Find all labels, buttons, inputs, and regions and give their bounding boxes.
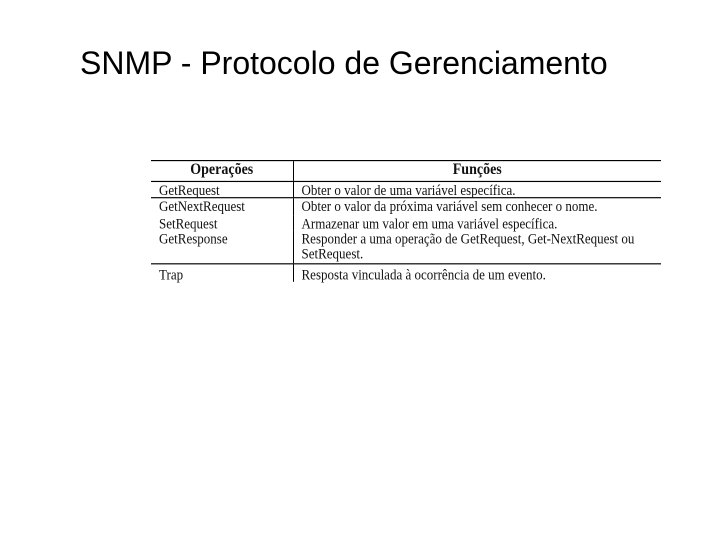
table-row — [151, 216, 661, 231]
table-row — [151, 181, 661, 197]
operation-cell: SetRequest — [159, 214, 218, 232]
header-operations: Operações — [151, 161, 293, 182]
function-cell: Obter o valor da próxima variável sem conhecer o nome. — [293, 198, 661, 216]
table-header-row — [151, 161, 661, 182]
header-functions: Funções — [293, 161, 661, 182]
function-cell: Responder a uma operação de GetRequest, Get-NextRequest ou SetRequest. — [293, 231, 661, 264]
table-row — [151, 264, 661, 282]
function-cell: Resposta vinculada à ocorrência de um evento. — [293, 264, 661, 282]
operations-table-image — [151, 160, 661, 317]
function-cell: Armazenar um valor em uma variável específica. — [293, 216, 661, 231]
function-cell: Obter o valor de uma variável específica. — [293, 181, 661, 197]
operation-cell: GetNextRequest — [159, 197, 245, 215]
operations-table — [151, 160, 661, 282]
operation-cell: Trap — [159, 265, 184, 283]
table-row — [151, 231, 661, 264]
operation-cell: GetRequest — [151, 181, 293, 197]
slide-title: SNMP - Protocolo de Gerenciamento — [80, 45, 608, 81]
operation-cell: GetResponse — [151, 231, 293, 264]
table-row — [151, 198, 661, 216]
